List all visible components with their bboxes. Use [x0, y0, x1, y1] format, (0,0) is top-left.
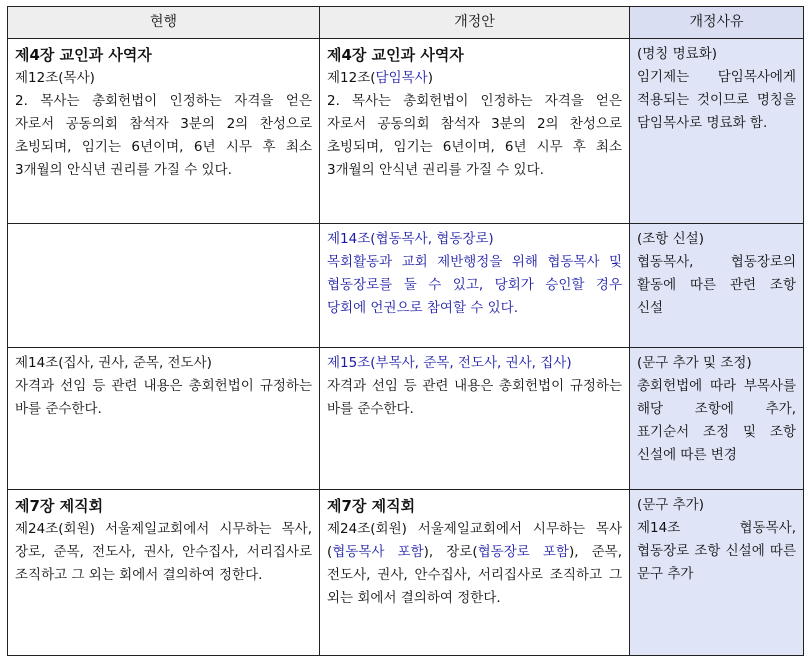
row4-proposed-cell [320, 490, 630, 656]
row4-proposed-part2: ), 장로( [423, 544, 478, 560]
row4-current-body: 제24조(회원) 서울제일교회에서 시무하는 목사, 장로, 준목, 전도사, 권사, 안수집사, 서리집사로 조직하고 그 외는 회에서 결의하여 정한다. [15, 521, 312, 583]
row1-current-chapter: 제4장 교인과 사역자 [15, 46, 152, 64]
row-article-15 [8, 348, 804, 490]
row-article-24 [8, 490, 804, 656]
row4-proposed-part1: 제24조(회원) 서울제일교회에서 시무하는 목사( [327, 521, 622, 560]
row1-proposed-article-suffix: ) [427, 70, 433, 86]
row-article-12 [8, 39, 804, 224]
row1-current-article: 제12조(목사) [15, 70, 95, 86]
row-article-14-new [8, 224, 804, 348]
row4-proposed-changed2: 협동장로 포함 [477, 544, 569, 560]
header-reason: 개정사유 [630, 7, 804, 39]
comparison-table [7, 6, 804, 656]
row2-proposed-cell [320, 224, 630, 348]
row1-proposed-chapter: 제4장 교인과 사역자 [327, 46, 464, 64]
row4-current-chapter: 제7장 제직회 [15, 497, 104, 515]
row1-reason-title: (명칭 명료화) [637, 46, 718, 62]
row3-reason-cell [630, 348, 804, 490]
row2-reason-body: 협동목사, 협동장로의 활동에 따른 관련 조항 신설 [637, 254, 796, 316]
row3-current-article: 제14조(집사, 권사, 준목, 전도사) [15, 355, 212, 371]
row2-reason-title: (조항 신설) [637, 231, 704, 247]
row1-current-cell [8, 39, 320, 224]
row3-reason-body: 총회헌법에 따라 부목사를 해당 조항에 추가, 표기순서 조정 및 조항 신설에 따른 변경 [637, 378, 796, 463]
row4-proposed-changed1: 협동목사 포함 [332, 544, 424, 560]
header-proposed: 개정안 [320, 7, 630, 39]
row1-reason-body: 임기제는 담임목사에게 적용되는 것이므로 명칭을 담임목사로 명료화 함. [637, 69, 796, 131]
row4-proposed-body [327, 518, 622, 610]
row3-proposed-article: 제15조(부목사, 준목, 전도사, 권사, 집사) [327, 355, 572, 371]
row3-current-cell [8, 348, 320, 490]
row3-proposed-body: 자격과 선임 등 관련 내용은 총회헌법이 규정하는 바를 준수한다. [327, 378, 622, 417]
row1-proposed-article-changed: 담임목사 [375, 70, 428, 86]
row4-proposed-chapter: 제7장 제직회 [327, 497, 416, 515]
row4-reason-title: (문구 추가) [637, 497, 704, 513]
header-row [8, 7, 804, 39]
row1-reason-cell [630, 39, 804, 224]
row1-proposed-body: 2. 목사는 총회헌법이 인정하는 자격을 얻은 자로서 공동의회 참석자 3분의 2의 찬성으로 초빙되며, 임기는 6년이며, 6년 시무 후 최소 3개월의 안식년 권리를 가질 수 있다. [327, 93, 622, 178]
row4-reason-cell [630, 490, 804, 656]
header-current: 현행 [8, 7, 320, 39]
row4-current-cell [8, 490, 320, 656]
row3-reason-title: (문구 추가 및 조정) [637, 355, 752, 371]
row1-proposed-article-prefix: 제12조( [327, 70, 376, 86]
row2-current-cell [8, 224, 320, 348]
row2-proposed-article: 제14조(협동목사, 협동장로) [327, 231, 494, 247]
row3-proposed-cell [320, 348, 630, 490]
row2-proposed-body: 목회활동과 교회 제반행정을 위해 협동목사 및 협동장로를 둘 수 있고, 당회가 승인할 경우 당회에 언권으로 참여할 수 있다. [327, 254, 622, 316]
row3-current-body: 자격과 선임 등 관련 내용은 총회헌법이 규정하는 바를 준수한다. [15, 378, 312, 417]
row2-reason-cell [630, 224, 804, 348]
row1-current-body: 2. 목사는 총회헌법이 인정하는 자격을 얻은 자로서 공동의회 참석자 3분의 2의 찬성으로 초빙되며, 임기는 6년이며, 6년 시무 후 최소 3개월의 안식년 권리를 가질 수 있다. [15, 93, 312, 178]
row4-reason-body: 제14조 협동목사, 협동장로 조항 신설에 따른 문구 추가 [637, 520, 796, 582]
row1-proposed-cell [320, 39, 630, 224]
row1-proposed-article [327, 67, 622, 90]
row4-proposed-part3: ), 준목, 전도사, 권사, 안수집사, 서리집사로 조직하고 그 외는 회에서 결의하여 정한다. [327, 544, 622, 606]
